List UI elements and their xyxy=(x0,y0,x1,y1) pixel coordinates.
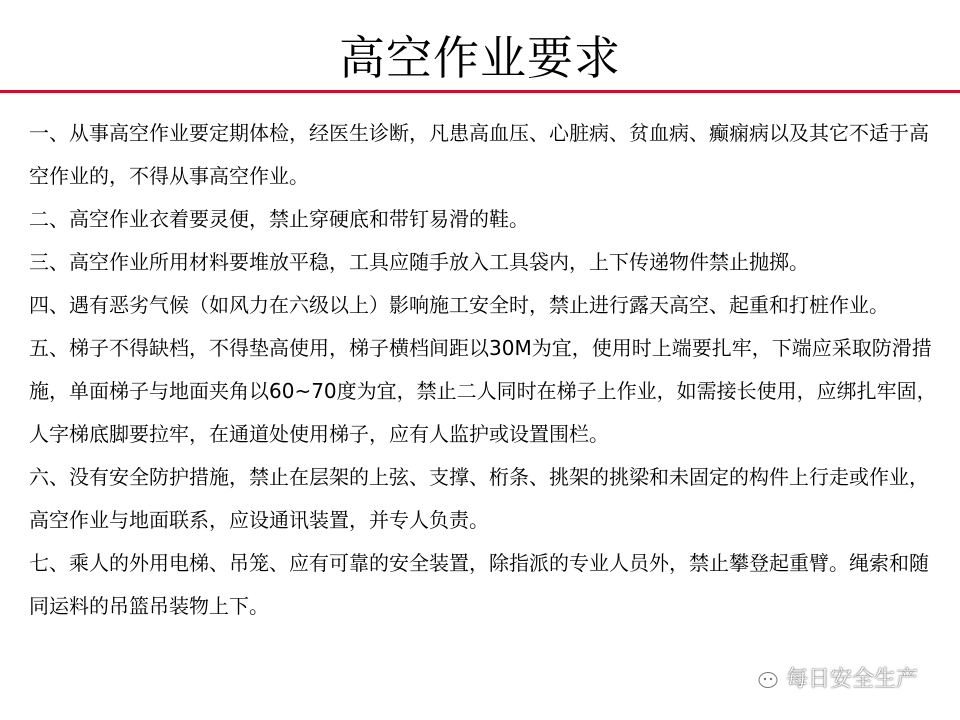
requirement-item-3: 三、高空作业所用材料要堆放平稳，工具应随手放入工具袋内，上下传递物件禁止抛掷。 xyxy=(29,250,809,274)
source-watermark xyxy=(746,660,918,694)
requirement-item-1: 一、从事高空作业要定期体检，经医生诊断，凡患高血压、心脏病、贫血病、癫痫病以及其它不适于高空作业的，不得从事高空作业。 xyxy=(29,121,929,188)
watermark-text: 每日安全生产 xyxy=(786,666,919,692)
wechat-icon xyxy=(746,662,780,692)
requirement-item-6: 六、没有安全防护措施，禁止在层架的上弦、支撑、桁条、挑架的挑梁和未固定的构件上行走或作业，高空作业与地面联系，应设通讯装置，并专人负责。 xyxy=(29,465,929,532)
page-title: 高空作业要求 xyxy=(339,31,621,85)
requirements-list xyxy=(29,112,941,628)
title-divider xyxy=(0,90,960,93)
requirement-item-5: 五、梯子不得缺档，不得垫高使用，梯子横档间距以30M为宜，使用时上端要扎牢，下端应采取防滑措施，单面梯子与地面夹角以60~70度为宜，禁止二人同时在梯子上作业，如需接长使用，应绑扎牢固，人字梯底脚要拉牢，在通道处使用梯子，应有人监护或设置围栏。 xyxy=(29,336,937,446)
requirement-item-4: 四、遇有恶劣气候（如风力在六级以上）影响施工安全时，禁止进行露天高空、起重和打桩作业。 xyxy=(29,293,889,317)
requirement-item-2: 二、高空作业衣着要灵便，禁止穿硬底和带钉易滑的鞋。 xyxy=(29,207,529,231)
requirement-item-7: 七、乘人的外用电梯、吊笼、应有可靠的安全装置，除指派的专业人员外，禁止攀登起重臂。绳索和随同运料的吊篮吊装物上下。 xyxy=(29,551,929,618)
